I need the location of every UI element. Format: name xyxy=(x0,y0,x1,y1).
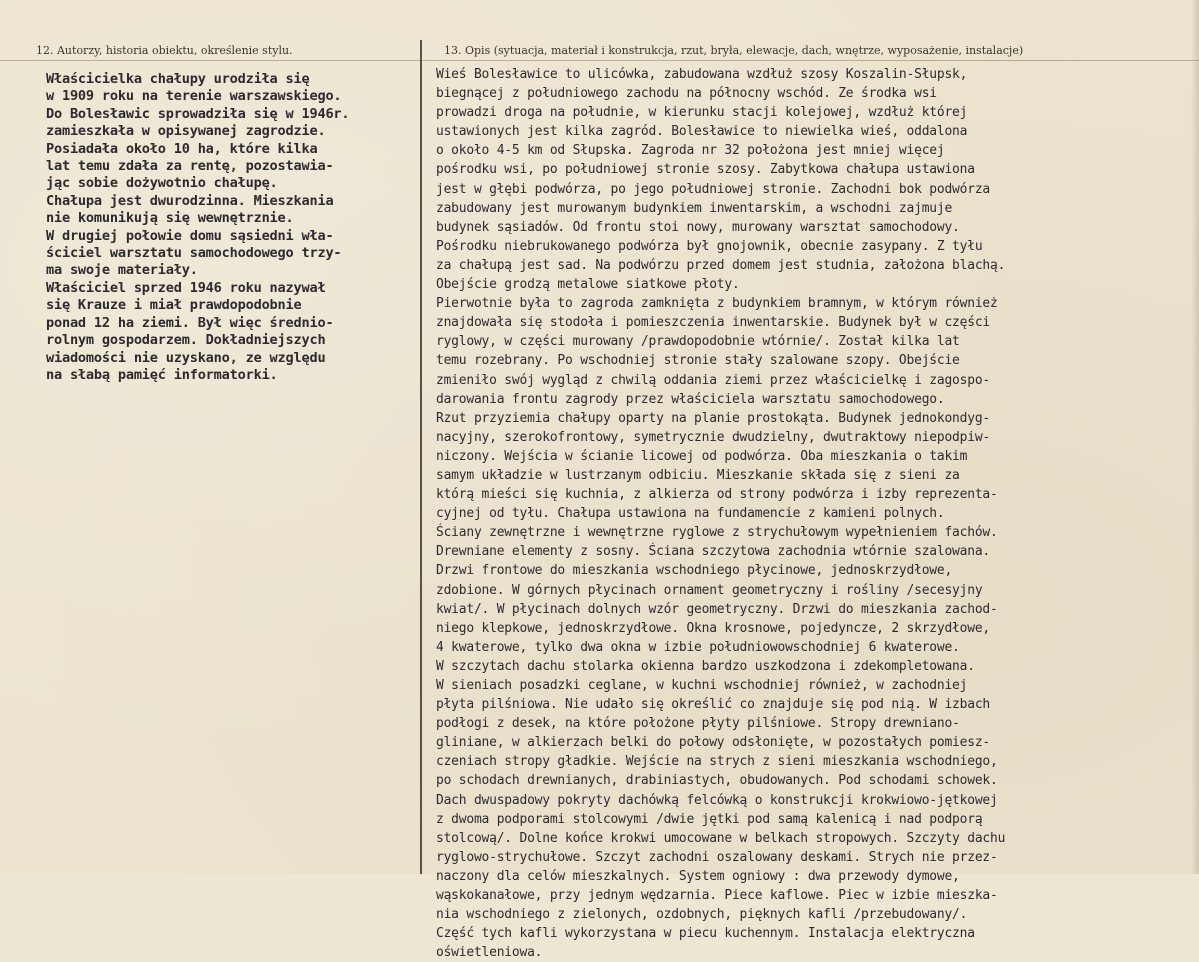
section-12-heading: 12. Autorzy, historia obiektu, określenie stylu. xyxy=(36,44,293,57)
section-13-body: Wieś Bolesławice to ulicówka, zabudowana wzdłuż szosy Koszalin-Słupsk, biegnącej z południowego zachodu na północny wschód. Ze środka wsi prowadzi droga na południe, w kierunku stacji kolejowej, wzdłuż której ustawionych jest kilka zagród. Bolesławice to niewielka wieś, oddalona o około 4-5 km od Słupska. Zagroda nr 32 położona jest mniej więcej pośrodku wsi, po południowej stronie szosy. Zabytkowa chałupa ustawiona jest w głębi podwórza, po jego południowej stronie. Zachodni bok podwórza zabudowany jest murowanym budynkiem inwentarskim, a wschodni zajmuje budynek sąsiadów. Od frontu stoi nowy, murowany warsztat samochodowy. Pośrodku niebrukowanego podwórza był gnojownik, obecnie zasypany. Z tyłu za chałupą jest sad. Na podwórzu przed domem jest studnia, założona blachą. Obejście grodzą metalowe siatkowe płoty. Pierwotnie była to zagroda zamknięta z budynkiem bramnym, w którym również znajdowała się stodoła i pomieszczenia inwentarskie. Budynek był w części ryglowy, w części murowany /prawdopodobnie wtórnie/. Został kilka lat temu rozebrany. Po wschodniej stronie stały szalowane szopy. Obejście zmieniło swój wygląd z chwilą oddania ziemi przez właścicielkę i zagospo- darowania frontu zagrody przez właściciela warsztatu samochodowego. Rzut przyziemia chałupy oparty na planie prostokąta. Budynek jednokondyg- nacyjny, szerokofrontowy, symetrycznie dwudzielny, dwutraktowy niepodpiw- niczony. Wejścia w ścianie licowej od podwórza. Oba mieszkania o takim samym układzie w lustrzanym odbiciu. Mieszkanie składa się z sieni za którą mieści się kuchnia, z alkierza od strony podwórza i izby reprezenta- cyjnej od tyłu. Chałupa ustawiona na fundamencie z kamieni polnych. Ściany zewnętrzne i wewnętrzne ryglowe z strychułowym wypełnieniem fachów. Drewniane elementy z sosny. Ściana szczytowa zachodnia wtórnie szalowana. Drzwi frontowe do mieszkania wschodniego płycinowe, jednoskrzydłowe, zdobione. W górnych płycinach ornament geometryczny i rośliny /secesyjny kwiat/. W płycinach dolnych wzór geometryczny. Drzwi do mieszkania zachod- niego klepkowe, jednoskrzydłowe. Okna krosnowe, pojedyncze, 2 skrzydłowe, 4 kwaterowe, tylko dwa okna w izbie południowowschodniej 6 kwaterowe. W szczytach dachu stolarka okienna bardzo uszkodzona i zdekompletowana. W sieniach posadzki ceglane, w kuchni wschodniej również, w zachodniej płyta pilśniowa. Nie udało się określić co znajduje się pod nią. W izbach podłogi z desek, na które położone płyty pilśniowe. Stropy drewniano- gliniane, w alkierzach belki do połowy odsłonięte, w pozostałych pomiesz- czeniach stropy gładkie. Wejście na strych z sieni mieszkania wschodniego, po schodach drewnianych, drabiniastych, obudowanych. Pod schodami schowek. Dach dwuspadowy pokryty dachówką felcówką o konstrukcji krokwiowo-jętkowej z dwoma podporami stolcowymi /dwie jętki pod samą kalenicą i nad podporą stolcową/. Dolne końce krokwi umocowane w belkach stropowych. Szczyty dachu ryglowo-strychułowe. Szczyt zachodni oszalowany deskami. Strych nie przez- naczony dla celów mieszkalnych. System ogniowy : dwa przewody dymowe, wąskokanałowe, przy jednym wędzarnia. Piece kaflowe. Piec w izbie mieszka- nia wschodniego z zielonych, ozdobnych, pięknych kafli /przebudowany/. Część tych kafli wykorzystana w piecu kuchennym. Instalacja elektryczna oświetleniowa. xyxy=(436,67,1006,961)
header-rule xyxy=(0,60,1199,61)
section-12-body: Właścicielka chałupy urodziła się w 1909 roku na terenie warszawskiego. Do Bolesławic sprowadziła się w 1946r. zamieszkała w opisywanej zagrodzie. Posiadała około 10 ha, które kilka lat temu zdała za rentę, pozostawia- jąc sobie dożywotnio chałupę. Chałupa jest dwurodzinna. Mieszkania nie komunikują się wewnętrznie. W drugiej połowie domu sąsiedni wła- ściciel warsztatu samochodowego trzy- ma swoje materiały. Właściciel sprzed 1946 roku nazywał się Krauze i miał prawdopodobnie ponad 12 ha ziemi. Był więc średnio- rolnym gospodarzem. Dokładniejszych wiadomości nie uzyskano, ze względu na słabą pamięć informatorki. xyxy=(46,71,350,383)
section-13-heading: 13. Opis (sytuacja, materiał i konstrukcja, rzut, bryła, elewacje, dach, wnętrze, wyposażenie, instalacje) xyxy=(444,44,1024,57)
column-divider xyxy=(420,40,422,874)
page-edge-shadow xyxy=(1191,0,1199,874)
